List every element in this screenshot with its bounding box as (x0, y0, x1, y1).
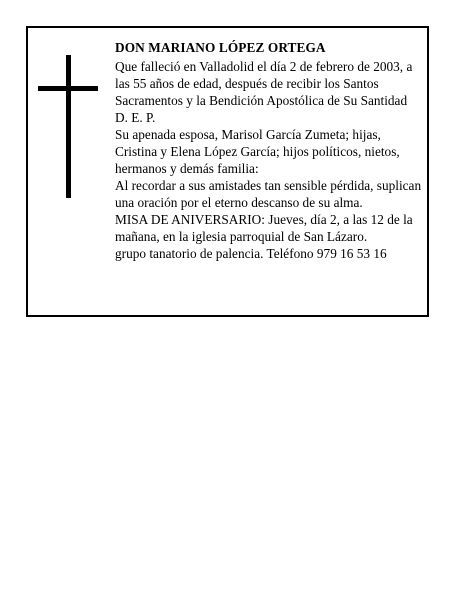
funeral-home-contact: grupo tanatorio de palencia. Teléfono 979 16 53 16 (115, 246, 387, 261)
dep-abbreviation: D. E. P. (115, 110, 156, 125)
cross-vertical-bar (66, 55, 71, 198)
deceased-name: DON MARIANO LÓPEZ ORTEGA (115, 40, 326, 55)
family-list: Su apenada esposa, Marisol García Zumeta; hijas, Cristina y Elena López García; hijos políticos, nietos, hermanos y demás familia: (115, 127, 400, 176)
cross-icon (38, 55, 98, 198)
notice-body (115, 39, 425, 262)
obituary-notice (26, 26, 429, 317)
cross-horizontal-bar (38, 86, 98, 91)
death-details: Que falleció en Valladolid el día 2 de febrero de 2003, a las 55 años de edad, después de recibir los Santos Sacramentos y la Bendición Apostólica de Su Santidad (115, 59, 413, 108)
prayer-request: Al recordar a sus amistades tan sensible pérdida, suplican una oración por el eterno descanso de su alma. (115, 178, 422, 210)
mass-announcement: MISA DE ANIVERSARIO: Jueves, día 2, a las 12 de la mañana, en la iglesia parroquial de San Lázaro. (115, 212, 413, 244)
